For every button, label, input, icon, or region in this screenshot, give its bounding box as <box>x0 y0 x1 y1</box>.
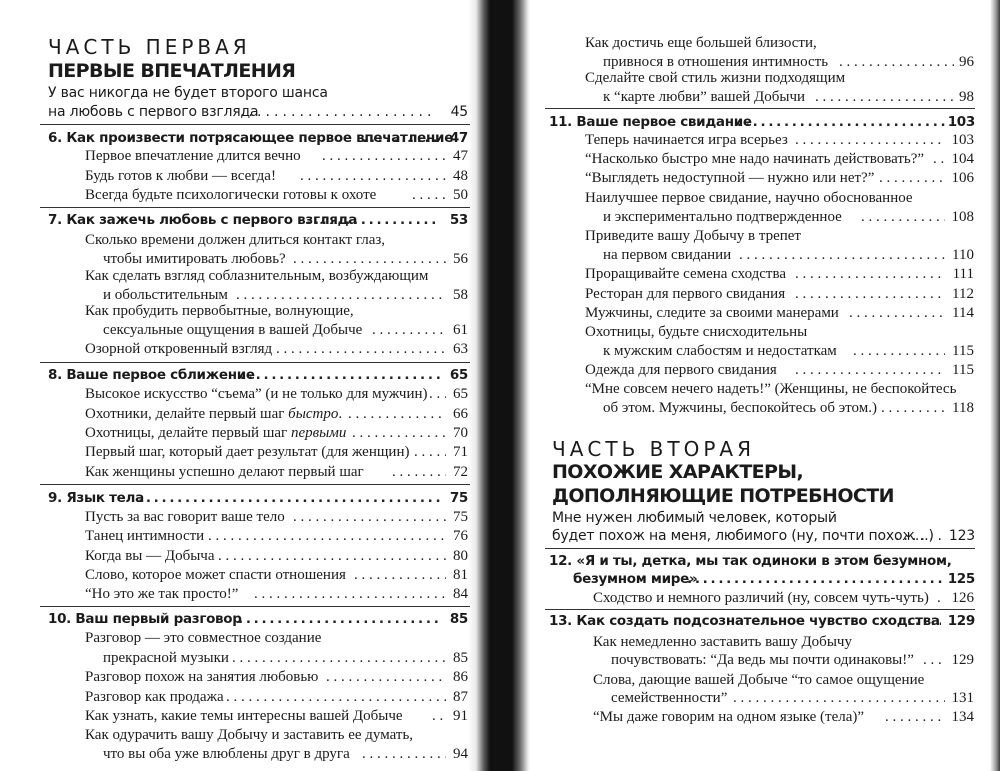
dot-leader <box>737 114 947 130</box>
page-number: 115 <box>952 343 974 359</box>
dot-leader <box>138 490 440 506</box>
toc-entry: “Выглядеть недоступной — нужно или нет?” <box>585 170 875 186</box>
chapter-title: 9. Язык тела <box>48 490 144 506</box>
page-number: 106 <box>951 170 974 186</box>
toc-entry: Наилучшее первое свидание, научно обоснованное <box>585 190 913 206</box>
toc-entry: Мужчины, следите за своими манерами <box>585 305 839 321</box>
page-number: 115 <box>952 362 974 378</box>
page-number: 85 <box>453 650 468 666</box>
dot-leader <box>306 212 440 228</box>
dot-leader <box>733 690 945 707</box>
dot-leader <box>293 509 446 526</box>
page-number: 94 <box>453 746 468 762</box>
toc-entry: Озорной откровенный взгляд <box>85 341 273 357</box>
toc-entry: “Но это же так просто!” <box>85 586 239 602</box>
part-intro-line: У вас никогда не будет второго шанса <box>48 85 328 101</box>
chapter-title: 7. Как зажечь любовь с первого взгляда <box>48 212 358 228</box>
dot-leader <box>354 567 446 584</box>
divider <box>40 207 470 208</box>
toc-entry: семейственности” <box>611 690 728 706</box>
toc-entry: Высокое искусство “съема” (и не только для мужчин) <box>85 386 428 402</box>
toc-entry: Сходство и немного различий (ну, совсем чуть-чуть) <box>593 590 929 606</box>
dot-leader <box>861 209 945 226</box>
page-number: 125 <box>947 571 975 587</box>
page-number: 103 <box>947 114 975 130</box>
divider <box>40 484 470 485</box>
toc-entry: Пусть за вас говорит ваше тело <box>85 509 285 525</box>
toc-entry: Сколько времени должен длиться контакт глаз, <box>85 232 386 248</box>
dot-leader <box>300 168 446 185</box>
dot-leader <box>937 590 945 607</box>
toc-entry: Как сделать взгляд соблазнительным, возбуждающим <box>85 268 429 284</box>
left-page <box>0 0 478 771</box>
page-number: 129 <box>947 613 975 629</box>
divider <box>545 609 975 610</box>
part-intro-line: Мне нужен любимый человек, который <box>552 510 837 526</box>
toc-entry: Будь готов к любви — всегда! <box>85 168 276 184</box>
toc-entry: Как узнать, какие темы интересны вашей Добыче <box>85 708 403 724</box>
dot-leader <box>923 652 945 669</box>
dot-leader <box>362 746 446 763</box>
toc-entry: к мужским слабостям и недостаткам <box>603 343 837 359</box>
dot-leader <box>412 187 446 204</box>
toc-entry: Как пробудить первобытные, волнующие, <box>85 303 354 319</box>
dot-leader <box>240 104 430 120</box>
page-number: 91 <box>453 708 468 724</box>
page-number: 65 <box>453 386 468 402</box>
page-number: 71 <box>453 444 468 460</box>
page-number: 86 <box>453 669 468 685</box>
toc-entry: Разговор — это совместное создание <box>85 630 322 646</box>
toc-entry: Охотницы, будьте снисходительны <box>585 324 808 340</box>
dot-leader <box>815 89 954 106</box>
chapter-title: безумном мире» <box>573 571 698 587</box>
page-number: 85 <box>449 611 468 627</box>
dot-leader <box>276 341 446 358</box>
toc-entry: сексуальные ощущения в вашей Добыче <box>103 322 363 338</box>
dot-leader <box>372 322 446 339</box>
page-number: 61 <box>453 322 468 338</box>
dot-leader <box>795 286 945 303</box>
dot-leader <box>326 669 446 686</box>
page-number: 75 <box>449 490 468 506</box>
divider <box>545 108 975 109</box>
dot-leader <box>839 54 954 71</box>
page-number: 80 <box>453 548 468 564</box>
page-number: 118 <box>952 400 974 416</box>
toc-entry: Одежда для первого свидания <box>585 362 777 378</box>
page-number: 104 <box>951 151 974 167</box>
dot-leader <box>795 266 945 283</box>
dot-leader <box>933 151 945 168</box>
page-number: 45 <box>450 104 468 120</box>
page-number: 96 <box>959 54 974 70</box>
toc-entry: Охотники, делайте первый шаг быстро. <box>85 406 343 422</box>
toc-entry: почувствовать: “Да ведь мы почти одинаковы!” <box>611 652 914 668</box>
toc-entry: и обольстительным <box>103 287 228 303</box>
page-number: 87 <box>453 689 468 705</box>
page-number: 76 <box>453 528 468 544</box>
toc-entry: Разговор похож на занятия любовью <box>85 669 319 685</box>
dot-leader <box>429 386 446 403</box>
page-number: 47 <box>453 148 468 164</box>
toc-entry: что вы оба уже влюблены друг в друга <box>103 746 350 762</box>
chapter-title: 10. Ваш первый разговор <box>48 611 242 627</box>
chapter-title: 6. Как произвести потрясающее первое впечатление <box>48 130 454 146</box>
chapter-title: 13. Как создать подсознательное чувство сходства <box>549 613 940 629</box>
page-number: 131 <box>951 690 974 706</box>
toc-entry: Первый шаг, который дает результат (для женщин) <box>85 444 410 460</box>
toc-entry: прекрасной музыки <box>103 650 229 666</box>
page-number: 108 <box>951 209 974 225</box>
dot-leader <box>881 400 945 417</box>
dot-leader <box>739 247 945 264</box>
chapter-title: 11. Ваше первое свидание <box>549 114 752 130</box>
toc-entry: Приведите вашу Добычу в трепет <box>585 228 801 244</box>
dot-leader <box>795 362 945 379</box>
divider <box>545 548 975 549</box>
right-page <box>525 0 1000 771</box>
toc-entry: и экспериментально подтвержденное <box>603 209 842 225</box>
toc-entry: Охотницы, делайте первый шаг первыми <box>85 425 347 441</box>
dot-leader <box>226 689 446 706</box>
page-number: 123 <box>948 528 975 544</box>
page-number: 65 <box>449 367 468 383</box>
page-number: 63 <box>453 341 468 357</box>
dot-leader <box>895 528 945 544</box>
part-label: ЧАСТЬ ПЕРВАЯ <box>48 35 251 59</box>
page-number: 112 <box>952 286 974 302</box>
page-number: 66 <box>453 406 468 422</box>
page-number: 81 <box>453 567 468 583</box>
toc-entry: Всегда будьте психологически готовы к охоте <box>85 187 377 203</box>
dot-leader <box>849 305 945 322</box>
dot-leader <box>352 425 446 442</box>
dot-leader <box>853 343 945 360</box>
page-number: 110 <box>952 247 974 263</box>
toc-entry: Разговор как продажа <box>85 689 224 705</box>
toc-entry: Танец интимности <box>85 528 205 544</box>
page-number: 50 <box>453 187 468 203</box>
page-number: 53 <box>449 212 468 228</box>
dot-leader <box>238 611 440 627</box>
part-intro-line: на любовь с первого взгляда <box>48 104 259 120</box>
part-title: ПОХОЖИЕ ХАРАКТЕРЫ, <box>552 461 804 483</box>
page-number: 84 <box>453 586 468 602</box>
page-number: 75 <box>453 509 468 525</box>
divider <box>40 606 470 607</box>
toc-entry: “Мне совсем нечего надеть!” (Женщины, не беспокойтесь <box>585 381 957 397</box>
dot-leader <box>362 130 440 146</box>
toc-entry: Как женщины успешно делают первый шаг <box>85 464 364 480</box>
toc-entry: Слова, дающие вашей Добыче “то самое ощущение <box>593 672 925 688</box>
dot-leader <box>232 650 446 667</box>
toc-entry: Первое впечатление длится вечно <box>85 148 301 164</box>
page-number: 72 <box>453 464 468 480</box>
page-number: 98 <box>959 89 974 105</box>
dot-leader <box>236 287 446 304</box>
page-number: 134 <box>951 709 974 725</box>
toc-entry: Как одурачить вашу Добычу и заставить ее думать, <box>85 727 414 743</box>
page-number: 129 <box>951 652 974 668</box>
dot-leader <box>432 708 446 725</box>
toc-entry: Сделайте свой стиль жизни подходящим <box>585 70 846 86</box>
divider <box>40 362 470 363</box>
dot-leader <box>240 367 440 383</box>
part-title: ДОПОЛНЯЮЩИЕ ПОТРЕБНОСТИ <box>552 485 894 507</box>
divider <box>40 124 470 125</box>
dot-leader <box>687 571 945 587</box>
page-number: 111 <box>952 266 974 282</box>
toc-entry: Слово, которое может спасти отношения <box>85 567 346 583</box>
dot-leader <box>208 528 446 545</box>
page-number: 103 <box>951 132 974 148</box>
part-label: ЧАСТЬ ВТОРАЯ <box>552 437 755 461</box>
dot-leader <box>879 170 945 187</box>
page-number: 48 <box>453 168 468 184</box>
toc-entry: об этом. Мужчины, беспокойтесь об этом.) <box>603 400 877 416</box>
toc-entry: привнося в отношения интимность <box>603 54 829 70</box>
dot-leader <box>795 132 945 149</box>
toc-entry: к “карте любви” вашей Добычи <box>603 89 806 105</box>
toc-entry: Проращивайте семена сходства <box>585 266 787 282</box>
toc-entry: “Насколько быстро мне надо начинать действовать?” <box>585 151 925 167</box>
dot-leader <box>392 464 446 481</box>
toc-entry: Как немедленно заставить вашу Добычу <box>593 634 852 650</box>
toc-entry: Ресторан для первого свидания <box>585 286 786 302</box>
dot-leader <box>254 586 446 603</box>
dot-leader <box>293 251 446 268</box>
dot-leader <box>907 613 941 629</box>
chapter-title: 8. Ваше первое сближение <box>48 367 255 383</box>
page-number: 56 <box>453 251 468 267</box>
page-number: 58 <box>453 287 468 303</box>
page-number: 47 <box>449 130 468 146</box>
part-title: ПЕРВЫЕ ВПЕЧАТЛЕНИЯ <box>48 60 296 82</box>
part-intro-line: будет похож на меня, любимого (ну, почти похож…) <box>552 528 934 544</box>
dot-leader <box>885 709 945 726</box>
dot-leader <box>348 406 446 423</box>
chapter-title: 12. «Я и ты, детка, мы так одиноки в этом безумном, <box>549 553 952 569</box>
page-number: 126 <box>951 590 974 606</box>
toc-entry: на первом свидании <box>603 247 732 263</box>
toc-entry: Как достичь еще большей близости, <box>585 35 817 51</box>
page-number: 114 <box>952 305 974 321</box>
dot-leader <box>322 148 446 165</box>
dot-leader <box>414 444 446 461</box>
toc-entry: Теперь начинается игра всерьез <box>585 132 788 148</box>
page-number: 70 <box>453 425 468 441</box>
toc-entry: чтобы имитировать любовь? <box>103 251 286 267</box>
toc-entry: Когда вы — Добыча <box>85 548 215 564</box>
toc-entry: “Мы даже говорим на одном языке (тела)” <box>593 709 865 725</box>
dot-leader <box>218 548 446 565</box>
